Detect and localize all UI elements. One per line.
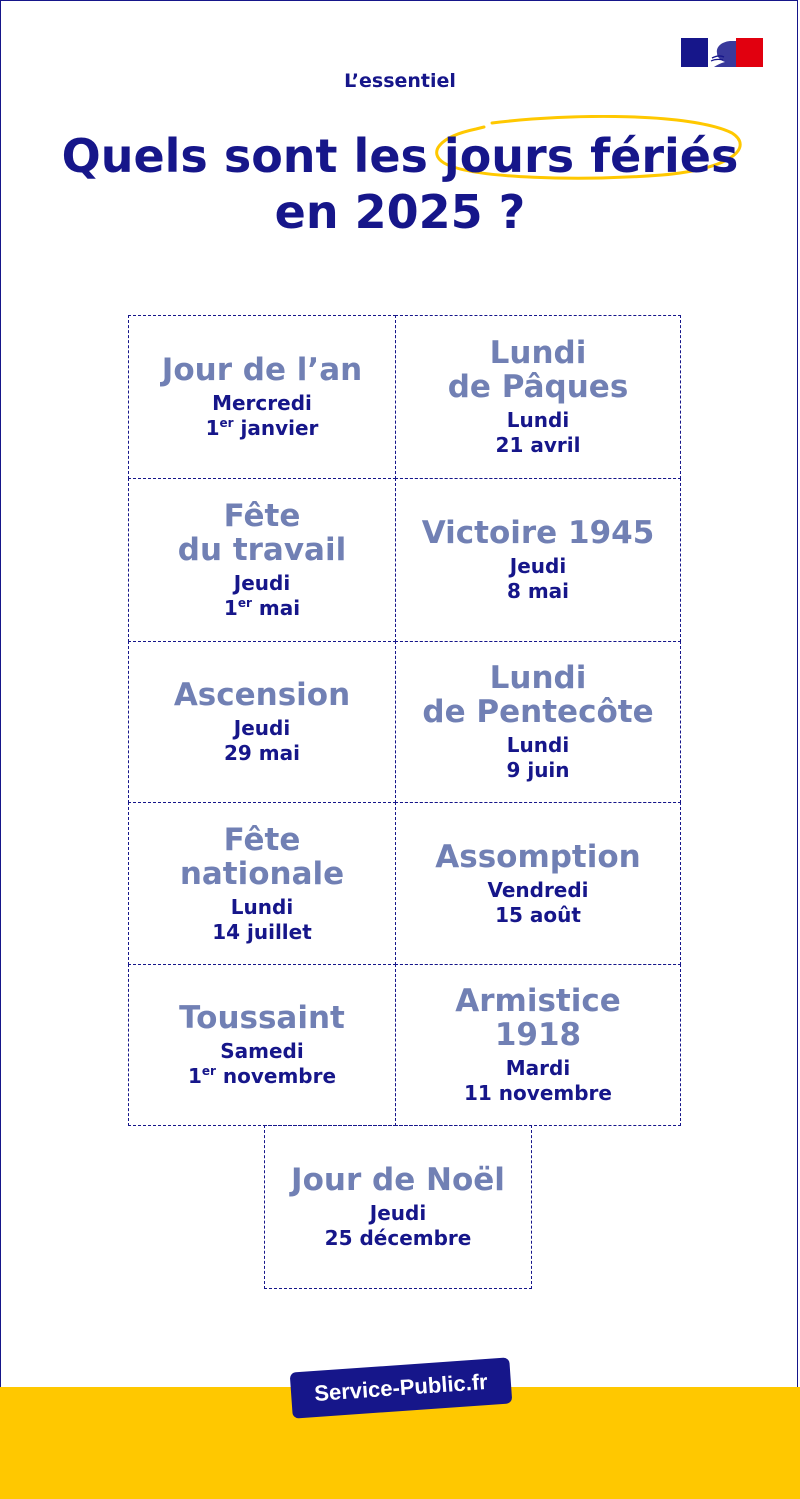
holiday-weekday: Lundi xyxy=(230,894,294,919)
holiday-ordinal-suffix: er xyxy=(201,1064,216,1078)
holiday-card xyxy=(128,964,396,1126)
holiday-day-number: 29 mai xyxy=(224,741,300,765)
holiday-weekday: Lundi xyxy=(506,733,570,757)
holiday-day-number: 14 juillet xyxy=(212,919,312,944)
holiday-date xyxy=(496,408,581,458)
holiday-date xyxy=(325,1201,472,1251)
holiday-card xyxy=(128,315,396,479)
holiday-date xyxy=(212,895,312,945)
holiday-card xyxy=(128,641,396,803)
holiday-name: Lundi de Pentecôte xyxy=(422,660,654,730)
holiday-date xyxy=(188,1039,336,1089)
holiday-card xyxy=(395,641,681,803)
kicker-label: L’essentiel xyxy=(344,70,456,92)
holiday-day-number: 11 novembre xyxy=(464,1081,612,1105)
holiday-name: Ascension xyxy=(173,677,351,713)
holiday-name: Armistice 1918 xyxy=(455,983,621,1053)
title-part-1: Quels sont les xyxy=(61,129,444,183)
holiday-day-number: 21 avril xyxy=(495,433,581,457)
holiday-month: janvier xyxy=(233,416,319,440)
holiday-weekday: Vendredi xyxy=(487,877,589,902)
holiday-name: Fête du travail xyxy=(177,498,347,568)
holiday-card xyxy=(395,802,681,965)
holiday-weekday: Mercredi xyxy=(212,391,312,415)
holiday-day-number: 1 xyxy=(205,416,220,440)
holiday-date xyxy=(224,571,300,621)
title-highlight-text: jours fériés xyxy=(443,129,739,183)
holiday-date xyxy=(224,716,300,766)
flag-blue-band xyxy=(681,38,708,67)
holiday-weekday: Jeudi xyxy=(233,716,291,740)
holiday-weekday: Samedi xyxy=(220,1039,304,1063)
page-title xyxy=(0,128,800,240)
holiday-date xyxy=(507,554,569,604)
brand-logo[interactable]: Service-Public.fr xyxy=(290,1357,513,1418)
holiday-name: Toussaint xyxy=(179,1000,345,1036)
holiday-card xyxy=(264,1125,532,1289)
holiday-name: Lundi de Pâques xyxy=(447,335,629,405)
holiday-date xyxy=(487,878,588,928)
marianne-flag-icon xyxy=(681,38,763,67)
holiday-date xyxy=(206,391,319,441)
holiday-date xyxy=(506,733,569,783)
holiday-card xyxy=(395,964,681,1126)
holiday-name: Jour de Noël xyxy=(291,1162,505,1198)
holiday-card xyxy=(128,478,396,642)
holiday-day-number: 1 xyxy=(187,1064,202,1088)
holiday-day-number: 8 mai xyxy=(506,579,570,603)
flag-white-band xyxy=(708,38,736,67)
holiday-weekday: Jeudi xyxy=(369,1201,427,1225)
holiday-month: novembre xyxy=(215,1064,337,1088)
holiday-day-number: 25 décembre xyxy=(324,1226,472,1250)
flag-red-band xyxy=(736,38,763,67)
title-highlight xyxy=(444,128,738,184)
holiday-day-number: 1 xyxy=(223,596,238,620)
holiday-weekday: Lundi xyxy=(506,408,570,432)
holiday-day-number: 15 août xyxy=(495,902,581,927)
holiday-name: Victoire 1945 xyxy=(421,515,655,551)
holiday-ordinal-suffix: er xyxy=(219,416,234,430)
holiday-card xyxy=(395,478,681,642)
marianne-profile-icon xyxy=(708,38,736,67)
holiday-month: mai xyxy=(251,596,301,620)
holiday-weekday: Jeudi xyxy=(233,571,291,595)
holiday-day-number: 9 juin xyxy=(506,758,570,782)
holiday-date xyxy=(464,1056,612,1106)
holiday-weekday: Jeudi xyxy=(509,554,567,578)
holiday-name: Assomption xyxy=(435,838,641,875)
title-part-2: en 2025 ? xyxy=(274,185,526,239)
holiday-weekday: Mardi xyxy=(505,1056,571,1080)
holiday-card xyxy=(128,802,396,965)
holiday-card xyxy=(395,315,681,479)
holiday-name: Fête nationale xyxy=(179,821,345,892)
holiday-name: Jour de l’an xyxy=(161,352,363,388)
holiday-ordinal-suffix: er xyxy=(237,596,252,610)
